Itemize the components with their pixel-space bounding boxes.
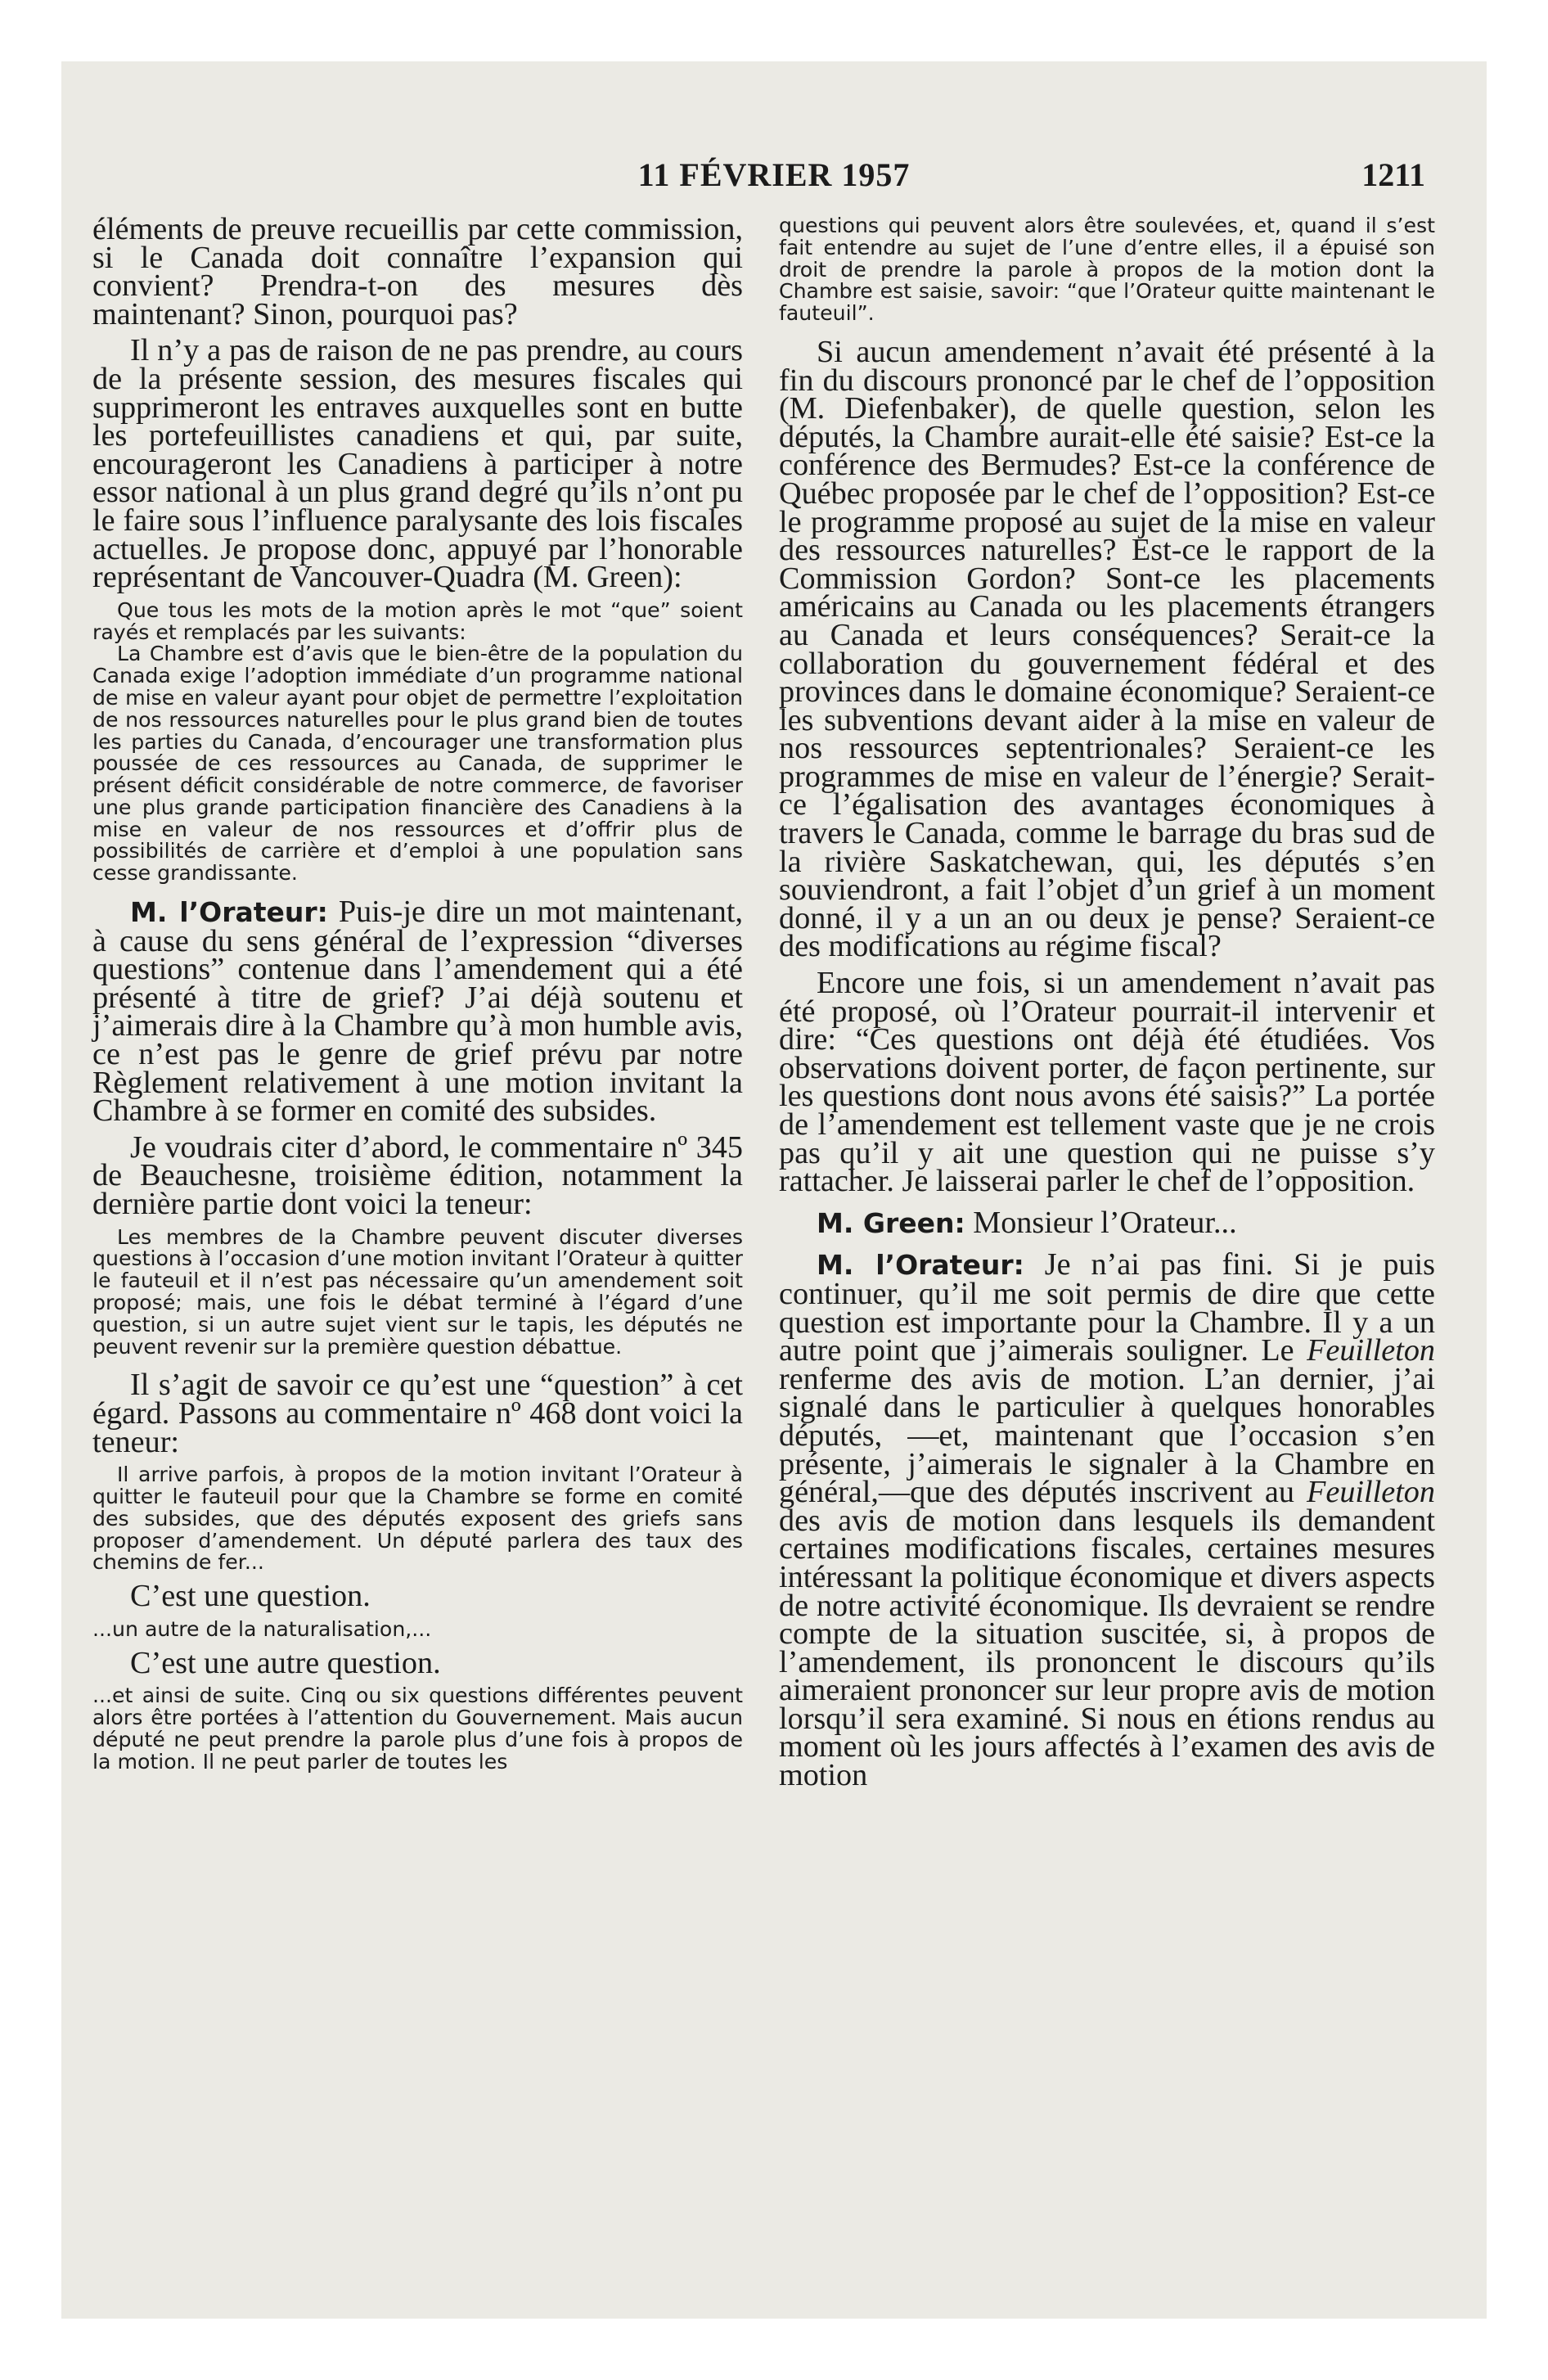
quotation: Les membres de la Chambre peuvent discuter diverses questions à l’occasion d’une motion invitant l’Orateur à quitter le fauteuil et il n’est pas nécessaire qu’un amendement soit proposé; mais, une fois le débat terminé à l’égard d’une question, si un autre sujet vient sur le tapis, les députés ne peuvent revenir sur la première question débattue. <box>92 1224 743 1359</box>
speech-text: Je n’ai pas fini. Si je puis continuer, qu’il me soit permis de dire que cette question est importante pour la Chambre. Il y a un autre point que j’aimerais souligner. Le <box>779 1247 1435 1368</box>
paragraph: Encore une fois, si un amendement n’avait pas été proposé, où l’Orateur pourrait-il intervenir et dire: “Ces questions ont déjà été étudiées. Vos observations doivent porter, de façon pertinente, sur les questions dont nous avons été saisis?” La portée de l’amendement est tellement vaste que je ne crois pas qu’il y ait une question qui ne puisse s’y rattacher. Je laisserai parler le chef de l’opposition. <box>779 966 1435 1199</box>
publication-title: Feuilleton <box>1307 1333 1436 1368</box>
paragraph: éléments de preuve recueillis par cette commission, si le Canada doit connaître l’expansion qui convient? Prendra-t-on des mesures dès maintenant? Sinon, pourquoi pas? <box>92 212 743 331</box>
speaker-paragraph <box>779 1247 1436 1793</box>
header-date: 11 FÉVRIER 1957 <box>637 156 911 193</box>
speaker-paragraph <box>92 895 743 1129</box>
quotation: ...et ainsi de suite. Cinq ou six questions différentes peuvent alors être portées à l’attention du Gouvernement. Mais aucun député ne peut prendre la parole plus d’une fois à propos de la motion. Il ne peut parler de toutes les <box>92 1684 743 1774</box>
page-number: 1211 <box>1361 156 1425 193</box>
quotation: questions qui peuvent alors être soulevées, et, quand il s’est fait entendre au sujet de l’une d’entre elles, il a épuisé son droit de prendre la parole à propos de la motion dont la Chambre est saisie, savoir: “que l’Orateur quitte maintenant le fauteuil”. <box>779 214 1435 326</box>
paragraph: Il n’y a pas de raison de ne pas prendre, au cours de la présente session, des mesures fiscales qui supprimeront les entraves auxquelles sont en butte les portefeuillistes canadiens et qui, par suite, encourageront les Canadiens à participer à notre essor national à un plus grand degré qu’ils n’ont pu le faire sous l’influence paralysante des lois fiscales actuelles. Je propose donc, appuyé par l’honorable représentant de Vancouver-Quadra (M. Green): <box>92 333 743 595</box>
quotation: Il arrive parfois, à propos de la motion invitant l’Orateur à quitter le fauteuil pour que la Chambre se forme en comité des subsides, que des députés exposent des griefs sans proposer d’amendement. Un député parlera des taux des chemins de fer... <box>92 1463 743 1575</box>
left-column <box>92 212 743 1774</box>
speech-text: Puis-je dire un mot maintenant, à cause du sens général de l’expression “diverses questions” contenue dans l’amendement qui a été présenté à titre de grief? J’ai déjà soutenu et j’aimerais dire à la Chambre qu’à mon humble avis, ce n’est pas le genre de grief prévu par notre Règlement relativement à une motion invitant la Chambre à se former en comité des subsides. <box>92 895 743 1129</box>
speaker-name: M. l’Orateur: <box>817 1249 1024 1282</box>
paragraph: Si aucun amendement n’avait été présenté à la fin du discours prononcé par le chef de l’opposition (M. Diefenbaker), de quelle question, selon les députés, la Chambre aurait-elle été saisie? Est-ce la conférence des Bermudes? Est-ce la conférence de Québec proposée par le chef de l’opposition? Est-ce le programme proposé au sujet de la mise en valeur des ressources naturelles? Est-ce le rapport de la Commission Gordon? Sont-ce les placements américains au Canada ou les placements étrangers au Canada et leurs conséquences? Serait-ce la collaboration du gouvernement fédéral et des provinces dans le domaine économique? Seraient-ce les subventions devant aider à la mise en valeur de nos ressources septentrionales? Seraient-ce les programmes de mise en valeur de l’énergie? Serait-ce l’égalisation des avantages économiques à travers le Canada, comme le barrage du bras sud de la rivière Saskatchewan, qui, les députés s’en souviendront, a fait l’objet d’un grief à un moment donné, il y a un an ou deux je pense? Seraient-ce des modifications au régime fiscal? <box>779 334 1435 964</box>
speaker-name: M. Green: <box>817 1206 965 1239</box>
publication-title: Feuilleton <box>1307 1475 1435 1510</box>
speech-text: Monsieur l’Orateur... <box>973 1205 1237 1240</box>
paragraph: C’est une question. <box>130 1579 371 1614</box>
document-page <box>61 61 1487 2319</box>
paragraph: Je voudrais citer d’abord, le commentaire nº 345 de Beauchesne, troisième édition, notamment la dernière partie dont voici la teneur: <box>92 1129 743 1222</box>
quoted-motion-text: La Chambre est d’avis que le bien-être de la population du Canada exige l’adoption immédiate d’un programme national de mise en valeur ayant pour objet de permettre l’exploitation de nos ressources naturelles pour le plus grand bien de toutes les parties du Canada, d’encourager une transformation plus poussée de ces ressources au Canada, de supprimer le présent déficit considérable de notre commerce, de favoriser une plus grande participation financière des Canadiens à la mise en valeur de nos ressources et d’offrir plus de possibilités de carrière et d’emploi à une population sans cesse grandissante. <box>92 642 743 886</box>
quotation: ...un autre de la naturalisation,... <box>92 1616 432 1641</box>
speech-text: renferme des avis de motion. L’an dernier, j’ai signalé dans le particulier à quelques honorables députés, —et, maintenant que l’occasion s’en présente, j’aimerais le signaler à la Chambre en général,—que des députés inscrivent au <box>779 1361 1435 1510</box>
speaker-paragraph <box>779 1205 1435 1240</box>
right-column <box>779 214 1436 1793</box>
page-header <box>61 156 1487 205</box>
paragraph: Il s’agit de savoir ce qu’est une “question” à cet égard. Passons au commentaire nº 468 dont voici la teneur: <box>92 1368 743 1459</box>
speaker-name: M. l’Orateur: <box>130 896 328 929</box>
quoted-motion-intro: Que tous les mots de la motion après le mot “que” soient rayés et remplacés par les suivants: <box>92 597 743 644</box>
speech-text: des avis de motion dans lesquels ils demandent certaines modifications fiscales, certaines mesures intéressant la politique économique et divers aspects de notre activité économique. Ils devraient se rendre compte de la situation suscitée, si, à propos de l’amendement, ils prononcent le discours qu’ils aimeraient prononcer sur leur propre avis de motion lorsqu’il sera examiné. Si nous en étions rendus au moment où les jours affectés à l’examen des avis de motion <box>779 1503 1435 1793</box>
paragraph: C’est une autre question. <box>130 1645 441 1680</box>
